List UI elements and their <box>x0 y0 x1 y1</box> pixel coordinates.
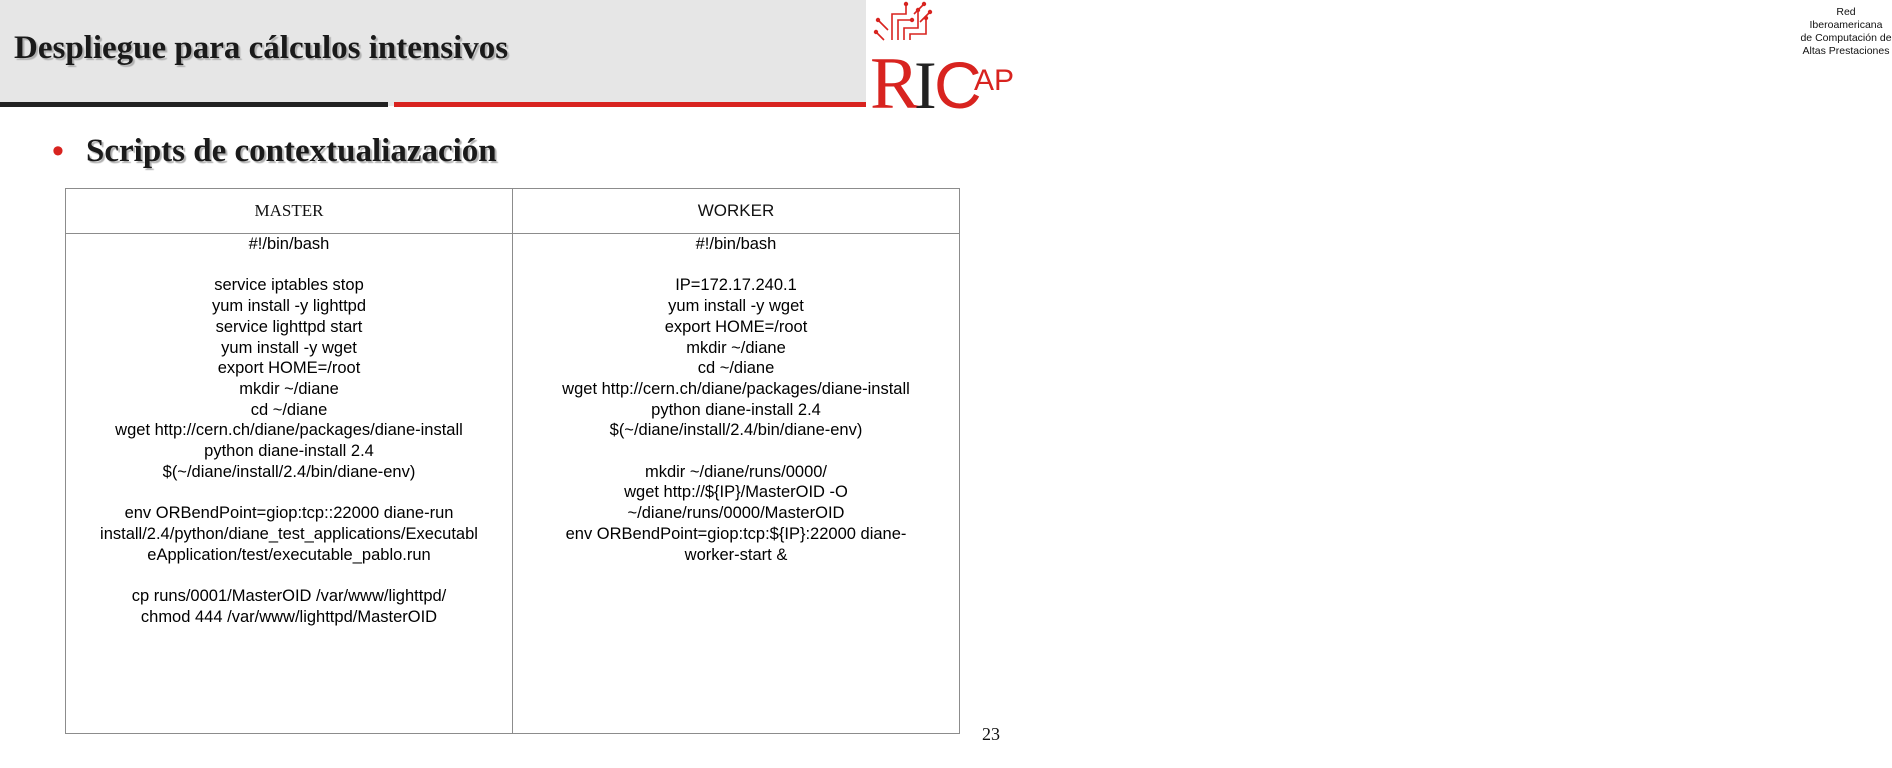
master-script-line: service lighttpd start <box>215 317 363 336</box>
worker-script-line: mkdir ~/diane/runs/0000/ <box>644 462 828 481</box>
table-body-row <box>66 234 960 734</box>
blank-line <box>517 441 955 462</box>
circuit-pattern <box>876 4 930 40</box>
slide-subtitle: Scripts de contextualiazación <box>86 133 497 169</box>
table-header-row <box>66 189 960 234</box>
worker-script-line: yum install -y wget <box>668 297 804 316</box>
logo-letter-r: R <box>870 43 920 125</box>
blank-line <box>517 255 955 276</box>
master-script-line: yum install -y lighttpd <box>211 297 367 316</box>
master-script-line: mkdir ~/diane <box>239 379 339 398</box>
worker-script <box>513 234 960 734</box>
org-name-line: Red Iberoamericana <box>1809 6 1883 31</box>
worker-script-line: wget http://${IP}/MasterOID -O <box>624 483 848 502</box>
master-script-line: $(~/diane/install/2.4/bin/diane-env) <box>162 462 416 481</box>
worker-script-line: ~/diane/runs/0000/MasterOID <box>627 504 845 523</box>
org-name-line: de Computación de <box>1800 32 1892 44</box>
logo-letter-i: I <box>914 47 937 123</box>
worker-script-line: #!/bin/bash <box>695 235 777 253</box>
master-script-line: install/2.4/python/diane_test_applications/Executabl <box>100 524 478 543</box>
master-script-line: python diane-install 2.4 <box>204 442 374 461</box>
master-script-line: #!/bin/bash <box>248 235 330 253</box>
worker-script-line: wget http://cern.ch/diane/packages/diane-install <box>562 379 910 398</box>
worker-script-line: $(~/diane/install/2.4/bin/diane-env) <box>609 421 863 440</box>
header-underline-red <box>394 102 866 107</box>
worker-script-line: IP=172.17.240.1 <box>675 276 797 295</box>
worker-script-line: export HOME=/root <box>664 317 808 336</box>
master-script <box>66 234 513 734</box>
worker-script-line: mkdir ~/diane <box>686 338 786 357</box>
master-script-line: env ORBendPoint=giop:tcp::22000 diane-run <box>124 504 454 523</box>
blank-line <box>70 565 508 586</box>
master-script-line: service iptables stop <box>214 276 364 295</box>
ricap-logo <box>868 0 1892 125</box>
logo-letter-c: C <box>934 48 982 122</box>
master-column-header: MASTER <box>66 189 513 234</box>
scripts-table <box>65 188 960 734</box>
master-script-line: chmod 444 /var/www/lighttpd/MasterOID <box>140 607 438 626</box>
worker-column-header: WORKER <box>513 189 960 234</box>
worker-script-line: worker-start & <box>684 545 788 564</box>
ricap-logo-mark <box>868 0 1024 125</box>
page-number: 23 <box>982 724 1000 744</box>
ricap-org-name <box>1800 6 1892 58</box>
org-name-line: Altas Prestaciones <box>1802 45 1890 57</box>
worker-script-line: env ORBendPoint=giop:tcp:${IP}:22000 diane- <box>565 524 907 543</box>
master-script-line: eApplication/test/executable_pablo.run <box>147 545 431 564</box>
worker-script-line: cd ~/diane <box>697 359 775 378</box>
slide-title: Despliegue para cálculos intensivos <box>14 30 509 66</box>
logo-letters-ap: AP <box>974 64 1015 97</box>
master-script-line: yum install -y wget <box>221 338 357 357</box>
master-script-line: cd ~/diane <box>250 400 328 419</box>
bullet-marker: • <box>52 132 64 170</box>
worker-script-line: python diane-install 2.4 <box>651 400 821 419</box>
header-underline-dark <box>0 102 388 107</box>
master-script-line: export HOME=/root <box>217 359 361 378</box>
master-script-line: cp runs/0001/MasterOID /var/www/lighttpd/ <box>131 586 447 605</box>
master-script-line: wget http://cern.ch/diane/packages/diane-install <box>115 421 463 440</box>
blank-line <box>70 255 508 276</box>
blank-line <box>70 482 508 503</box>
